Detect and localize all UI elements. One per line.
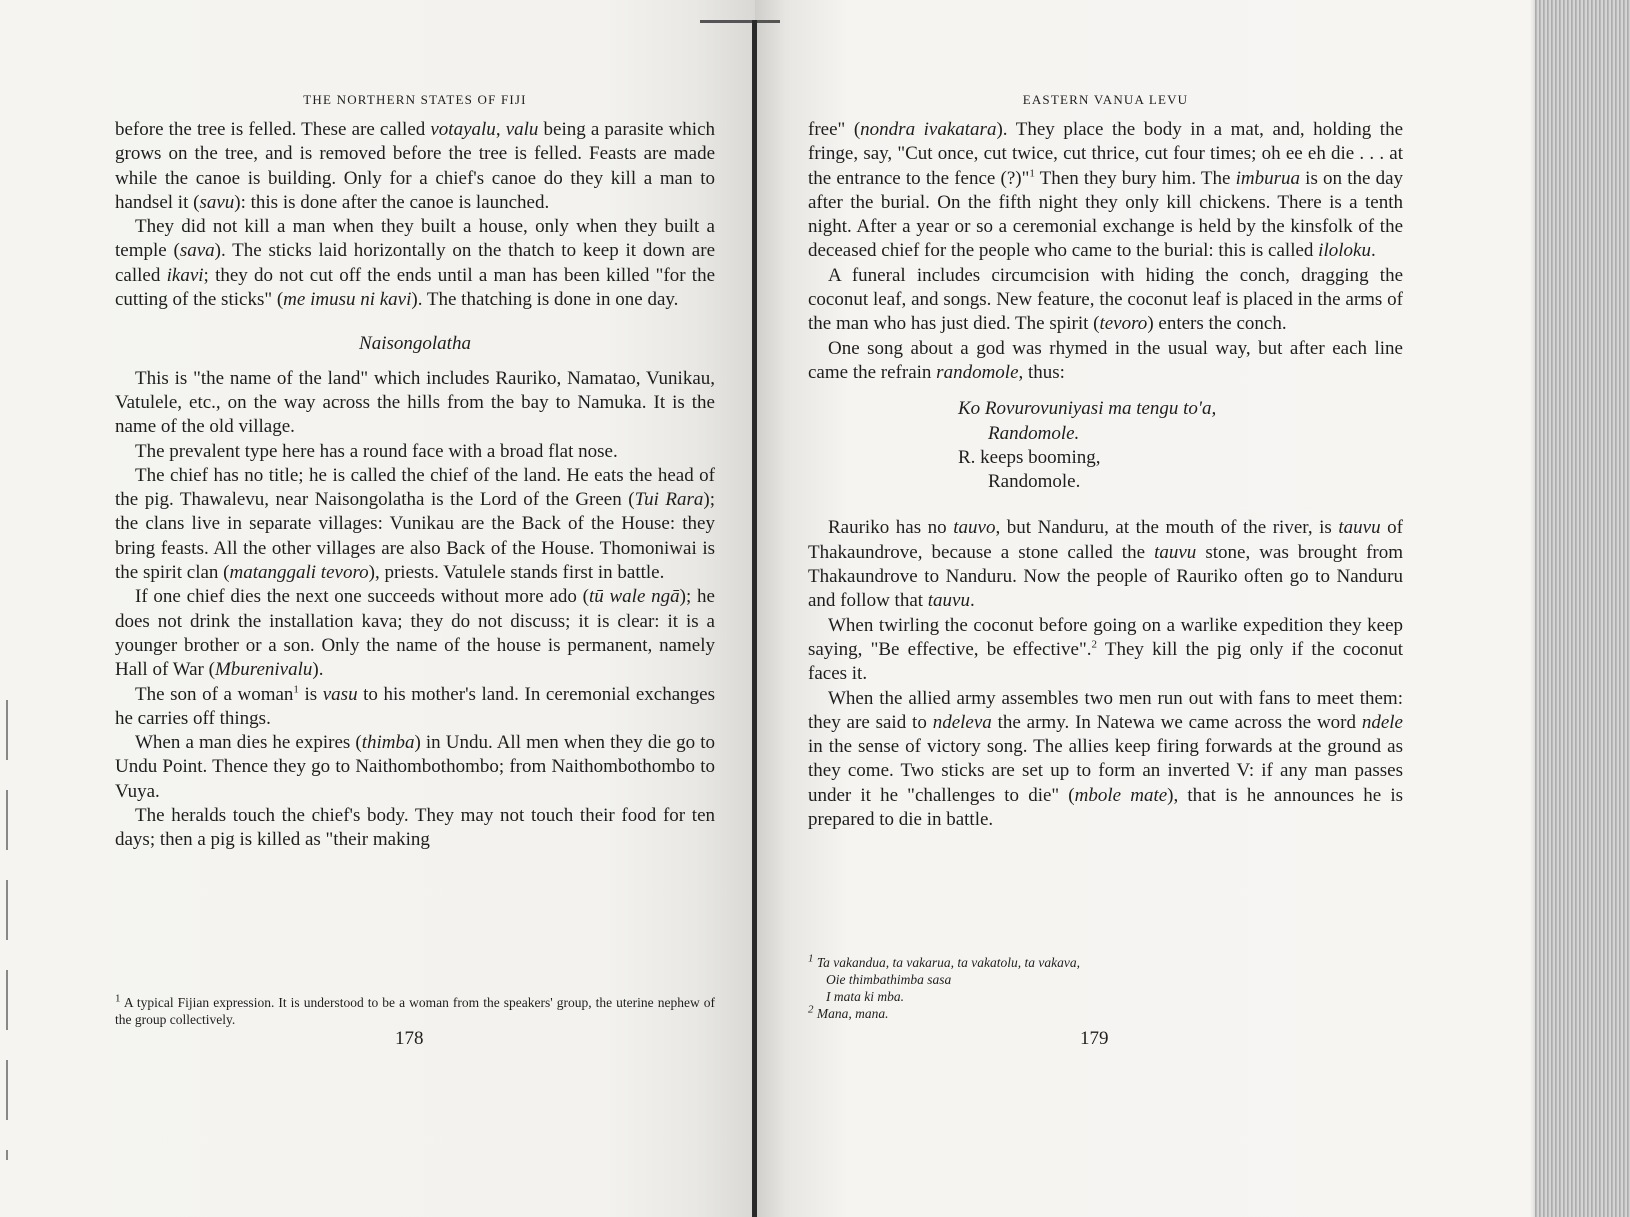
- book-gutter: [752, 20, 757, 1217]
- gutter-top-line: [700, 20, 780, 23]
- paragraph: The son of a woman$^1$ is vasu to his mother's land. In ceremonial exchanges he carries off things.: [115, 683, 715, 729]
- song-verse: [958, 397, 1403, 494]
- section-heading: Naisongolatha: [359, 333, 471, 355]
- paragraph: If one chief dies the next one succeeds without more ado (tū wale ngā); he does not drink the installation kava; they do not discuss; it is clear: it is a younger brother or a son. Only the name of the house is permanent, namely Hall of War (Mburenivalu).: [115, 586, 715, 681]
- paragraph: One song about a god was rhymed in the usual way, but after each line came the refrain randomole, thus:: [808, 337, 1403, 383]
- verse-line: Randomole.: [988, 422, 1080, 444]
- paragraph: When the allied army assembles two men run out with fans to meet them: they are said to ndeleva the army. In Natewa we came across the word ndele in the sense of victory song. The allies keep firing forwards at the ground as they come. Two sticks are set up to form an inverted V: if any man passes under it he "challenges to die" (mbole mate), that is he announces he is prepared to die in battle.: [808, 687, 1403, 831]
- right-running-head: EASTERN VANUA LEVU: [1022, 92, 1189, 107]
- footnote-line: Oie thimbathimba sasa: [826, 972, 952, 987]
- paragraph: When a man dies he expires (thimba) in Undu. All men when they die go to Undu Point. Thence they go to Naithombothombo; from Naithombothombo to Vuya.: [115, 732, 715, 802]
- footnote-ref: 1: [1029, 167, 1035, 180]
- left-footnote: $^1$ A typical Fijian expression. It is understood to be a woman from the speakers' group, the uterine nephew of the group collectively.: [115, 992, 715, 1027]
- paragraph: A funeral includes circumcision with hiding the conch, dragging the coconut leaf, and songs. New feature, the coconut leaf is placed in the arms of the man who has just died. The spirit (tevoro) enters the conch.: [808, 264, 1403, 335]
- right-page-number: 179: [1080, 1028, 1109, 1049]
- footnote-marker: 1: [115, 992, 121, 1005]
- left-page-number: 178: [395, 1028, 424, 1049]
- left-page-text: [115, 118, 715, 853]
- paragraph: When twirling the coconut before going on a warlike expedition they keep saying, "Be effective, be effective".$^2$ They kill the pig only if the coconut faces it.: [808, 614, 1403, 685]
- footnote-line: $^2$ Mana, mana.: [808, 1003, 889, 1021]
- footnote-ref: 1: [293, 683, 299, 696]
- footnote-line: I mata ki mba.: [826, 989, 904, 1004]
- paragraph: The prevalent type here has a round face with a broad flat nose.: [135, 440, 618, 462]
- paragraph: before the tree is felled. These are called votayalu, valu being a parasite which grows on the tree, and is removed before the tree is felled. Feasts are made while the canoe is building. Only for a chief's canoe do they kill a man to handsel it (savu): this is done after the canoe is launched.: [115, 119, 716, 213]
- paragraph: They did not kill a man when they built a house, only when they built a temple (sava). The sticks laid horizontally on the thatch to keep it down are called ikavi; they do not cut off the ends until a man has been killed "for the cutting of the sticks" (me imusu ni kavi). The thatching is done in one day.: [115, 216, 716, 311]
- scan-margin-marks: [6, 700, 8, 1160]
- verse-line: R. keeps booming,: [958, 446, 1101, 468]
- right-footnotes: [808, 954, 1403, 1022]
- page-edges: [1535, 0, 1630, 1217]
- verse-line: Ko Rovurovuniyasi ma tengu to'a,: [958, 398, 1217, 420]
- verse-line: Randomole.: [988, 471, 1081, 493]
- paragraph: This is "the name of the land" which includes Rauriko, Namatao, Vunikau, Vatulele, etc., on the way across the hills from the bay to Namuka. It is the name of the old village.: [115, 367, 715, 438]
- footnote-line: $^1$ Ta vakandua, ta vakarua, ta vakatolu, ta vakava,: [808, 952, 1080, 970]
- paragraph: The chief has no title; he is called the chief of the land. He eats the head of the pig. Thawalevu, near Naisongolatha is the Lord of the Green (Tui Rara); the clans live in separate villages: Vunikau are the Back of the House: they bring feasts. All the other villages are also Back of the House. Thomoniwai is the spirit clan (matanggali tevoro), priests. Vatulele stands first in battle.: [115, 464, 715, 584]
- right-page-text: [808, 118, 1403, 832]
- footnote-ref: 2: [1091, 638, 1097, 651]
- paragraph: Rauriko has no tauvo, but Nanduru, at the mouth of the river, is tauvu of Thakaundrove, because a stone called the tauvu stone, was brought from Thakaundrove to Nanduru. Now the people of Rauriko often go to Nanduru and follow that tauvu.: [808, 517, 1403, 612]
- paragraph: The heralds touch the chief's body. They may not touch their food for ten days; then a pig is killed as "their making: [115, 805, 715, 851]
- paragraph: free" (nondra ivakatara). They place the body in a mat, and, holding the fringe, say, "Cut once, cut twice, cut thrice, cut four times; oh ee eh die . . . at the entrance to the fence (?)"$^1$ Then they bury him. The imburua is on the day after the burial. On the fifth night they only kill chickens. There is a tenth night. After a year or so a ceremonial exchange is held by the kinsfolk of the deceased chief for the people who came to the burial: this is called iloloku.: [808, 119, 1404, 262]
- left-running-head: THE NORTHERN STATES OF FIJI: [303, 92, 527, 107]
